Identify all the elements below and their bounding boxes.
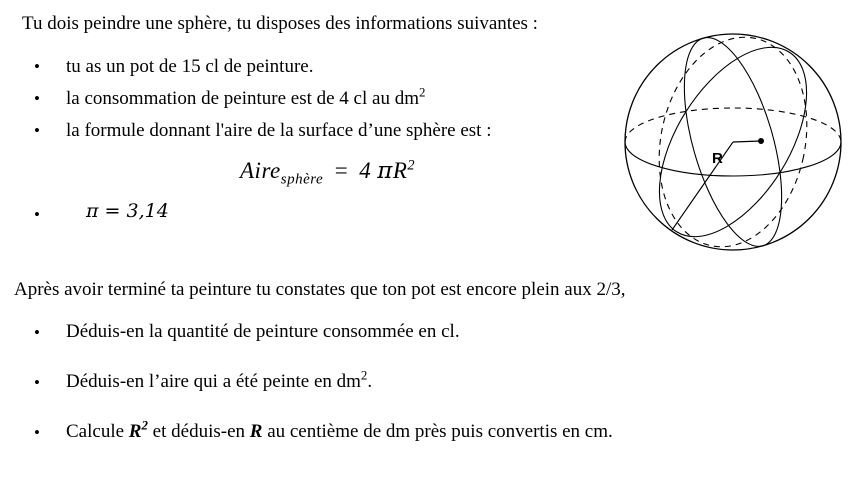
list-item [34, 418, 834, 448]
list-item-label [66, 418, 834, 446]
variable-r: R [249, 421, 263, 442]
formula-pi: π [377, 158, 393, 184]
bullet-list-questions [34, 318, 834, 468]
bullet-list-information [34, 52, 634, 148]
sphere-area-formula [240, 157, 416, 188]
list-item [34, 52, 634, 82]
bullet-marker: • [34, 373, 40, 392]
list-item [34, 84, 634, 114]
sphere-diagram [620, 18, 850, 266]
bullet-marker: • [34, 423, 40, 442]
chord-line [672, 142, 733, 230]
formula-exponent: 2 [407, 157, 416, 174]
question-text-a: Calcule [66, 421, 129, 442]
exponent: 2 [141, 417, 148, 433]
list-item-label: la formule donnant l'aire de la surface d’une sphère est : [66, 120, 492, 141]
list-item-text: la consommation de peinture est de 4 cl au dm [66, 88, 419, 109]
bullet-marker: • [34, 57, 40, 76]
question-text-c: au centième de dm près puis convertis en cm. [262, 421, 613, 442]
exponent: 2 [360, 367, 368, 383]
equator-back [625, 108, 841, 142]
formula-name: Aire [240, 158, 281, 183]
radius-label: R [712, 150, 723, 167]
second-paragraph: Après avoir terminé ta peinture tu constates que ton pot est encore plein aux 2/3, [14, 279, 626, 300]
list-item-label: tu as un pot de 15 cl de peinture. [66, 56, 314, 77]
list-item-label: Déduis-en la quantité de peinture consommée en cl. [66, 321, 460, 342]
list-item-text-end: . [367, 371, 373, 392]
list-item-label [66, 368, 834, 396]
radius-line [733, 141, 761, 142]
bullet-marker: • [34, 89, 40, 108]
formula-subscript: sphère [280, 171, 324, 188]
formula-equals: = [333, 158, 350, 183]
bullet-marker: • [34, 323, 40, 342]
list-item [34, 318, 834, 348]
list-item-text: Déduis-en l’aire qui a été peinte en dm [66, 371, 361, 392]
list-item-pi-value [34, 200, 169, 230]
equator-front [625, 142, 841, 176]
question-text-b: et déduis-en [147, 421, 250, 442]
list-item-label [66, 84, 634, 114]
exponent: 2 [418, 84, 426, 100]
formula-radius: R [392, 158, 408, 183]
radius-endpoint [758, 138, 764, 144]
list-item [34, 368, 834, 398]
bullet-marker: • [34, 121, 40, 140]
variable-r-squared: R [128, 421, 142, 442]
pi-value-label: π = 3,14 [86, 200, 169, 222]
formula-coefficient: 4 [359, 158, 372, 183]
intro-paragraph: Tu dois peindre une sphère, tu disposes des informations suivantes : [22, 13, 538, 34]
bullet-marker: • [34, 205, 40, 224]
list-item [34, 116, 634, 146]
